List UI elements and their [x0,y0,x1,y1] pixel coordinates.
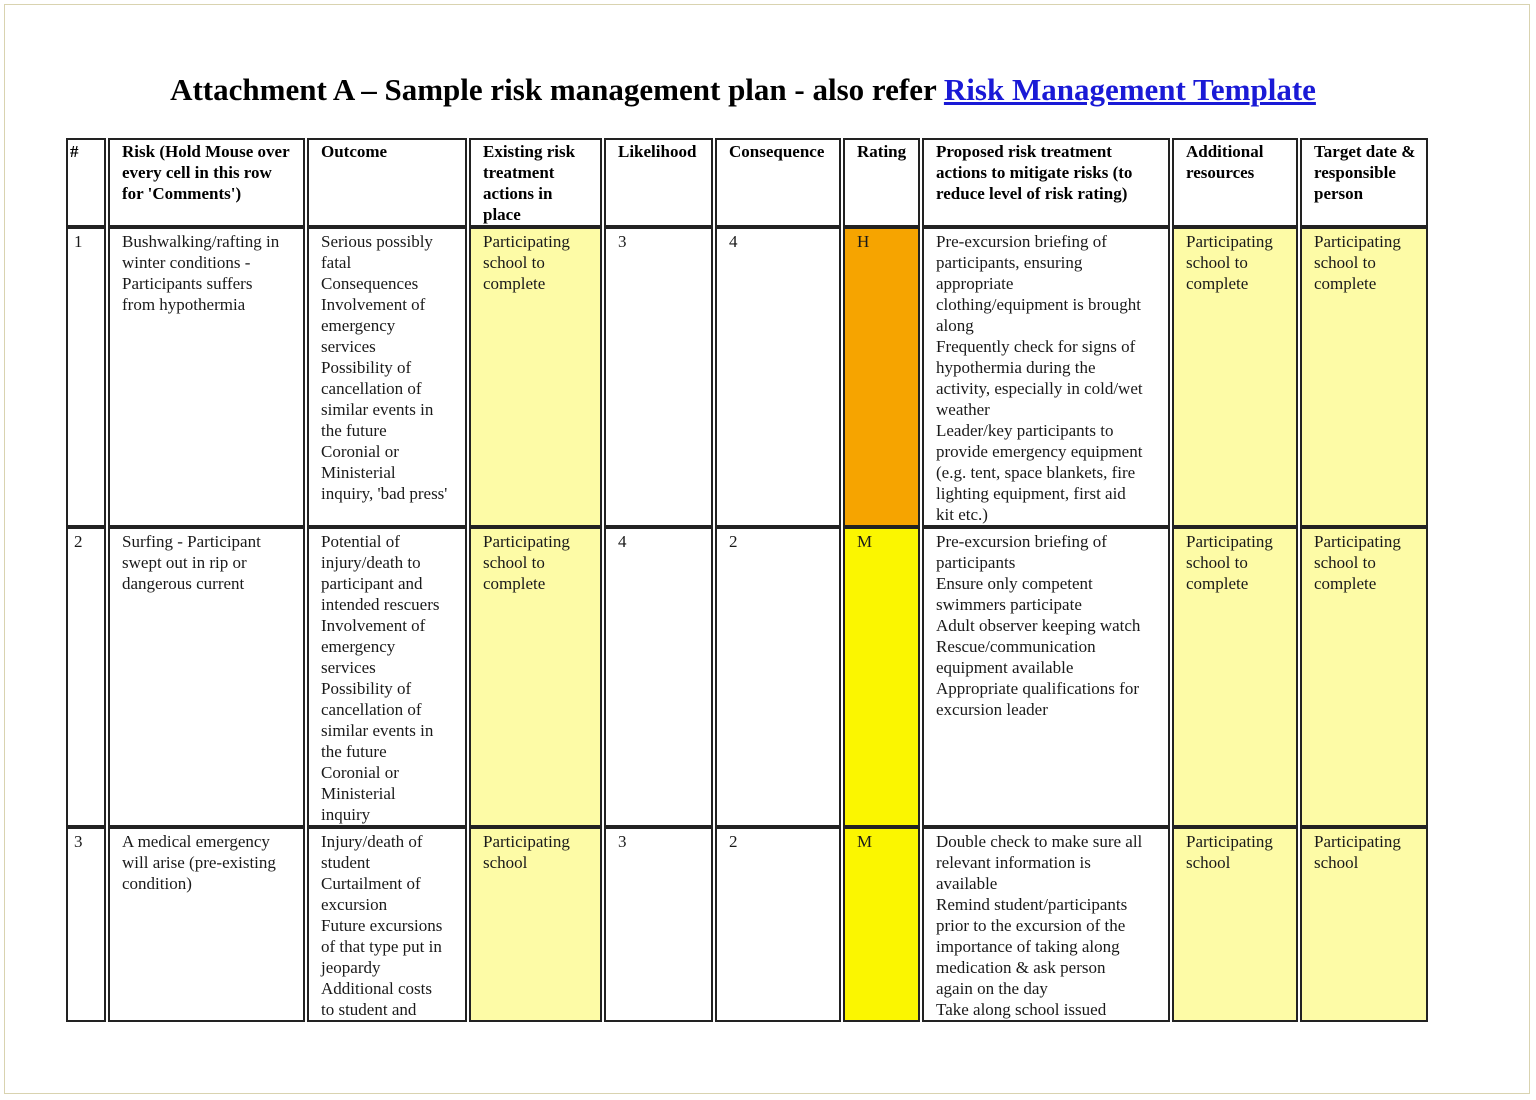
header-existing: Existing risk treatment actions in place [469,138,602,227]
consequence-cell: 2 [715,827,841,1022]
cell-line: Possibility of [321,358,412,377]
cell-line: Ministerial [321,463,396,482]
cell-line: condition) [122,874,192,893]
cell-line: Injury/death of [321,832,423,851]
outcome-cell [307,227,467,527]
cell-line: fatal [321,253,352,272]
header-target: Target date & responsible person [1300,138,1428,227]
cell-line: Involvement of [321,295,426,314]
rating-cell: H [843,227,920,527]
additional-cell: Participating school to complete [1172,527,1298,827]
cell-line: swimmers participate [936,595,1082,614]
cell-line: Ministerial [321,784,396,803]
cell-line: student [321,853,371,872]
cell-line: relevant information is [936,853,1091,872]
cell-line: participants, ensuring [936,253,1083,272]
cell-line: excursion [321,895,388,914]
existing-cell: Participating school to complete [469,527,602,827]
risk-cell [108,527,305,827]
cell-line: services [321,337,376,356]
cell-line: (e.g. tent, space blankets, fire [936,463,1136,482]
cell-line: Serious possibly [321,232,433,251]
cell-line: participant and [321,574,423,593]
table-row [66,527,1428,827]
likelihood-cell: 3 [604,227,713,527]
cell-line: Involvement of [321,616,426,635]
cell-line: Potential of [321,532,400,551]
cell-line: Pre-excursion briefing of [936,532,1107,551]
cell-line: Curtailment of [321,874,421,893]
header-additional: Additional resources [1172,138,1298,227]
cell-line: emergency [321,316,396,335]
cell-line: Appropriate qualifications for [936,679,1139,698]
existing-cell: Participating school to complete [469,227,602,527]
cell-line: Rescue/communication [936,637,1096,656]
cell-line: Ensure only competent [936,574,1093,593]
header-risk: Risk (Hold Mouse over every cell in this row for 'Comments') [108,138,305,227]
cell-line: Additional costs [321,979,432,998]
row-num: 3 [66,827,106,1022]
cell-line: winter conditions - [122,253,251,272]
cell-line: Coronial or [321,763,399,782]
risk-management-table [64,138,1430,1022]
cell-line: Bushwalking/rafting in [122,232,280,251]
cell-line: medication & ask person [936,958,1106,977]
header-rating: Rating [843,138,920,227]
cell-line: activity, especially in cold/wet [936,379,1143,398]
cell-line: A medical emergency [122,832,270,851]
cell-line: Coronial or [321,442,399,461]
header-consequence: Consequence [715,138,841,227]
target-cell: Participating school [1300,827,1428,1022]
cell-line: similar events in [321,721,434,740]
cell-line: Take along school issued [936,1000,1107,1019]
cell-line: excursion leader [936,700,1048,719]
rating-cell: M [843,527,920,827]
cell-line: importance of taking along [936,937,1120,956]
cell-line: emergency [321,637,396,656]
cell-line: Participants suffers [122,274,253,293]
cell-line: appropriate [936,274,1014,293]
risk-cell [108,827,305,1022]
likelihood-cell: 4 [604,527,713,827]
consequence-cell: 2 [715,527,841,827]
cell-line: Frequently check for signs of [936,337,1136,356]
cell-line: provide emergency equipment [936,442,1143,461]
additional-cell: Participating school to complete [1172,227,1298,527]
cell-line: inquiry, 'bad press' [321,484,448,503]
cell-line: to student and [321,1000,417,1019]
title-text: Attachment A – Sample risk management plan - also refer [170,72,944,107]
cell-line: participants [936,553,1016,572]
risk-cell [108,227,305,527]
cell-line: Possibility of [321,679,412,698]
cell-line: Future excursions [321,916,443,935]
header-likelihood: Likelihood [604,138,713,227]
outcome-cell [307,527,467,827]
proposed-cell [922,527,1170,827]
cell-line: services [321,658,376,677]
proposed-cell [922,227,1170,527]
additional-cell: Participating school [1172,827,1298,1022]
cell-line: Surfing - Participant [122,532,261,551]
target-cell: Participating school to complete [1300,227,1428,527]
cell-line: cancellation of [321,700,422,719]
cell-line: cancellation of [321,379,422,398]
cell-line: intended rescuers [321,595,440,614]
header-num: # [66,138,106,227]
outcome-cell [307,827,467,1022]
cell-line: Adult observer keeping watch [936,616,1141,635]
existing-cell: Participating school [469,827,602,1022]
row-num: 2 [66,527,106,827]
cell-line: similar events in [321,400,434,419]
cell-line: clothing/equipment is brought [936,295,1141,314]
cell-line: swept out in rip or [122,553,247,572]
header-outcome: Outcome [307,138,467,227]
target-cell: Participating school to complete [1300,527,1428,827]
cell-line: prior to the excursion of the [936,916,1126,935]
rating-cell: M [843,827,920,1022]
cell-line: the future [321,742,387,761]
cell-line: along [936,316,974,335]
cell-line: Consequences [321,274,419,293]
cell-line: weather [936,400,990,419]
consequence-cell: 4 [715,227,841,527]
cell-line: will arise (pre-existing [122,853,276,872]
cell-line: dangerous current [122,574,245,593]
table-row [66,227,1428,527]
cell-line: Leader/key participants to [936,421,1114,440]
cell-line: of that type put in [321,937,442,956]
cell-line: from hypothermia [122,295,246,314]
header-proposed: Proposed risk treatment actions to mitigate risks (to reduce level of risk rating) [922,138,1170,227]
header-row [66,138,1428,227]
cell-line: jeopardy [321,958,381,977]
table-row [66,827,1428,1022]
cell-line: Pre-excursion briefing of [936,232,1107,251]
cell-line: lighting equipment, first aid [936,484,1126,503]
proposed-cell [922,827,1170,1022]
cell-line: equipment available [936,658,1074,677]
likelihood-cell: 3 [604,827,713,1022]
cell-line: the future [321,421,387,440]
cell-line: injury/death to [321,553,421,572]
cell-line: hypothermia during the [936,358,1096,377]
cell-line: available [936,874,998,893]
risk-management-template-link[interactable]: Risk Management Template [943,72,1316,107]
page-title [0,72,1486,108]
cell-line: again on the day [936,979,1048,998]
cell-line: Double check to make sure all [936,832,1143,851]
cell-line: inquiry [321,805,371,824]
cell-line: kit etc.) [936,505,988,524]
cell-line: Remind student/participants [936,895,1128,914]
row-num: 1 [66,227,106,527]
